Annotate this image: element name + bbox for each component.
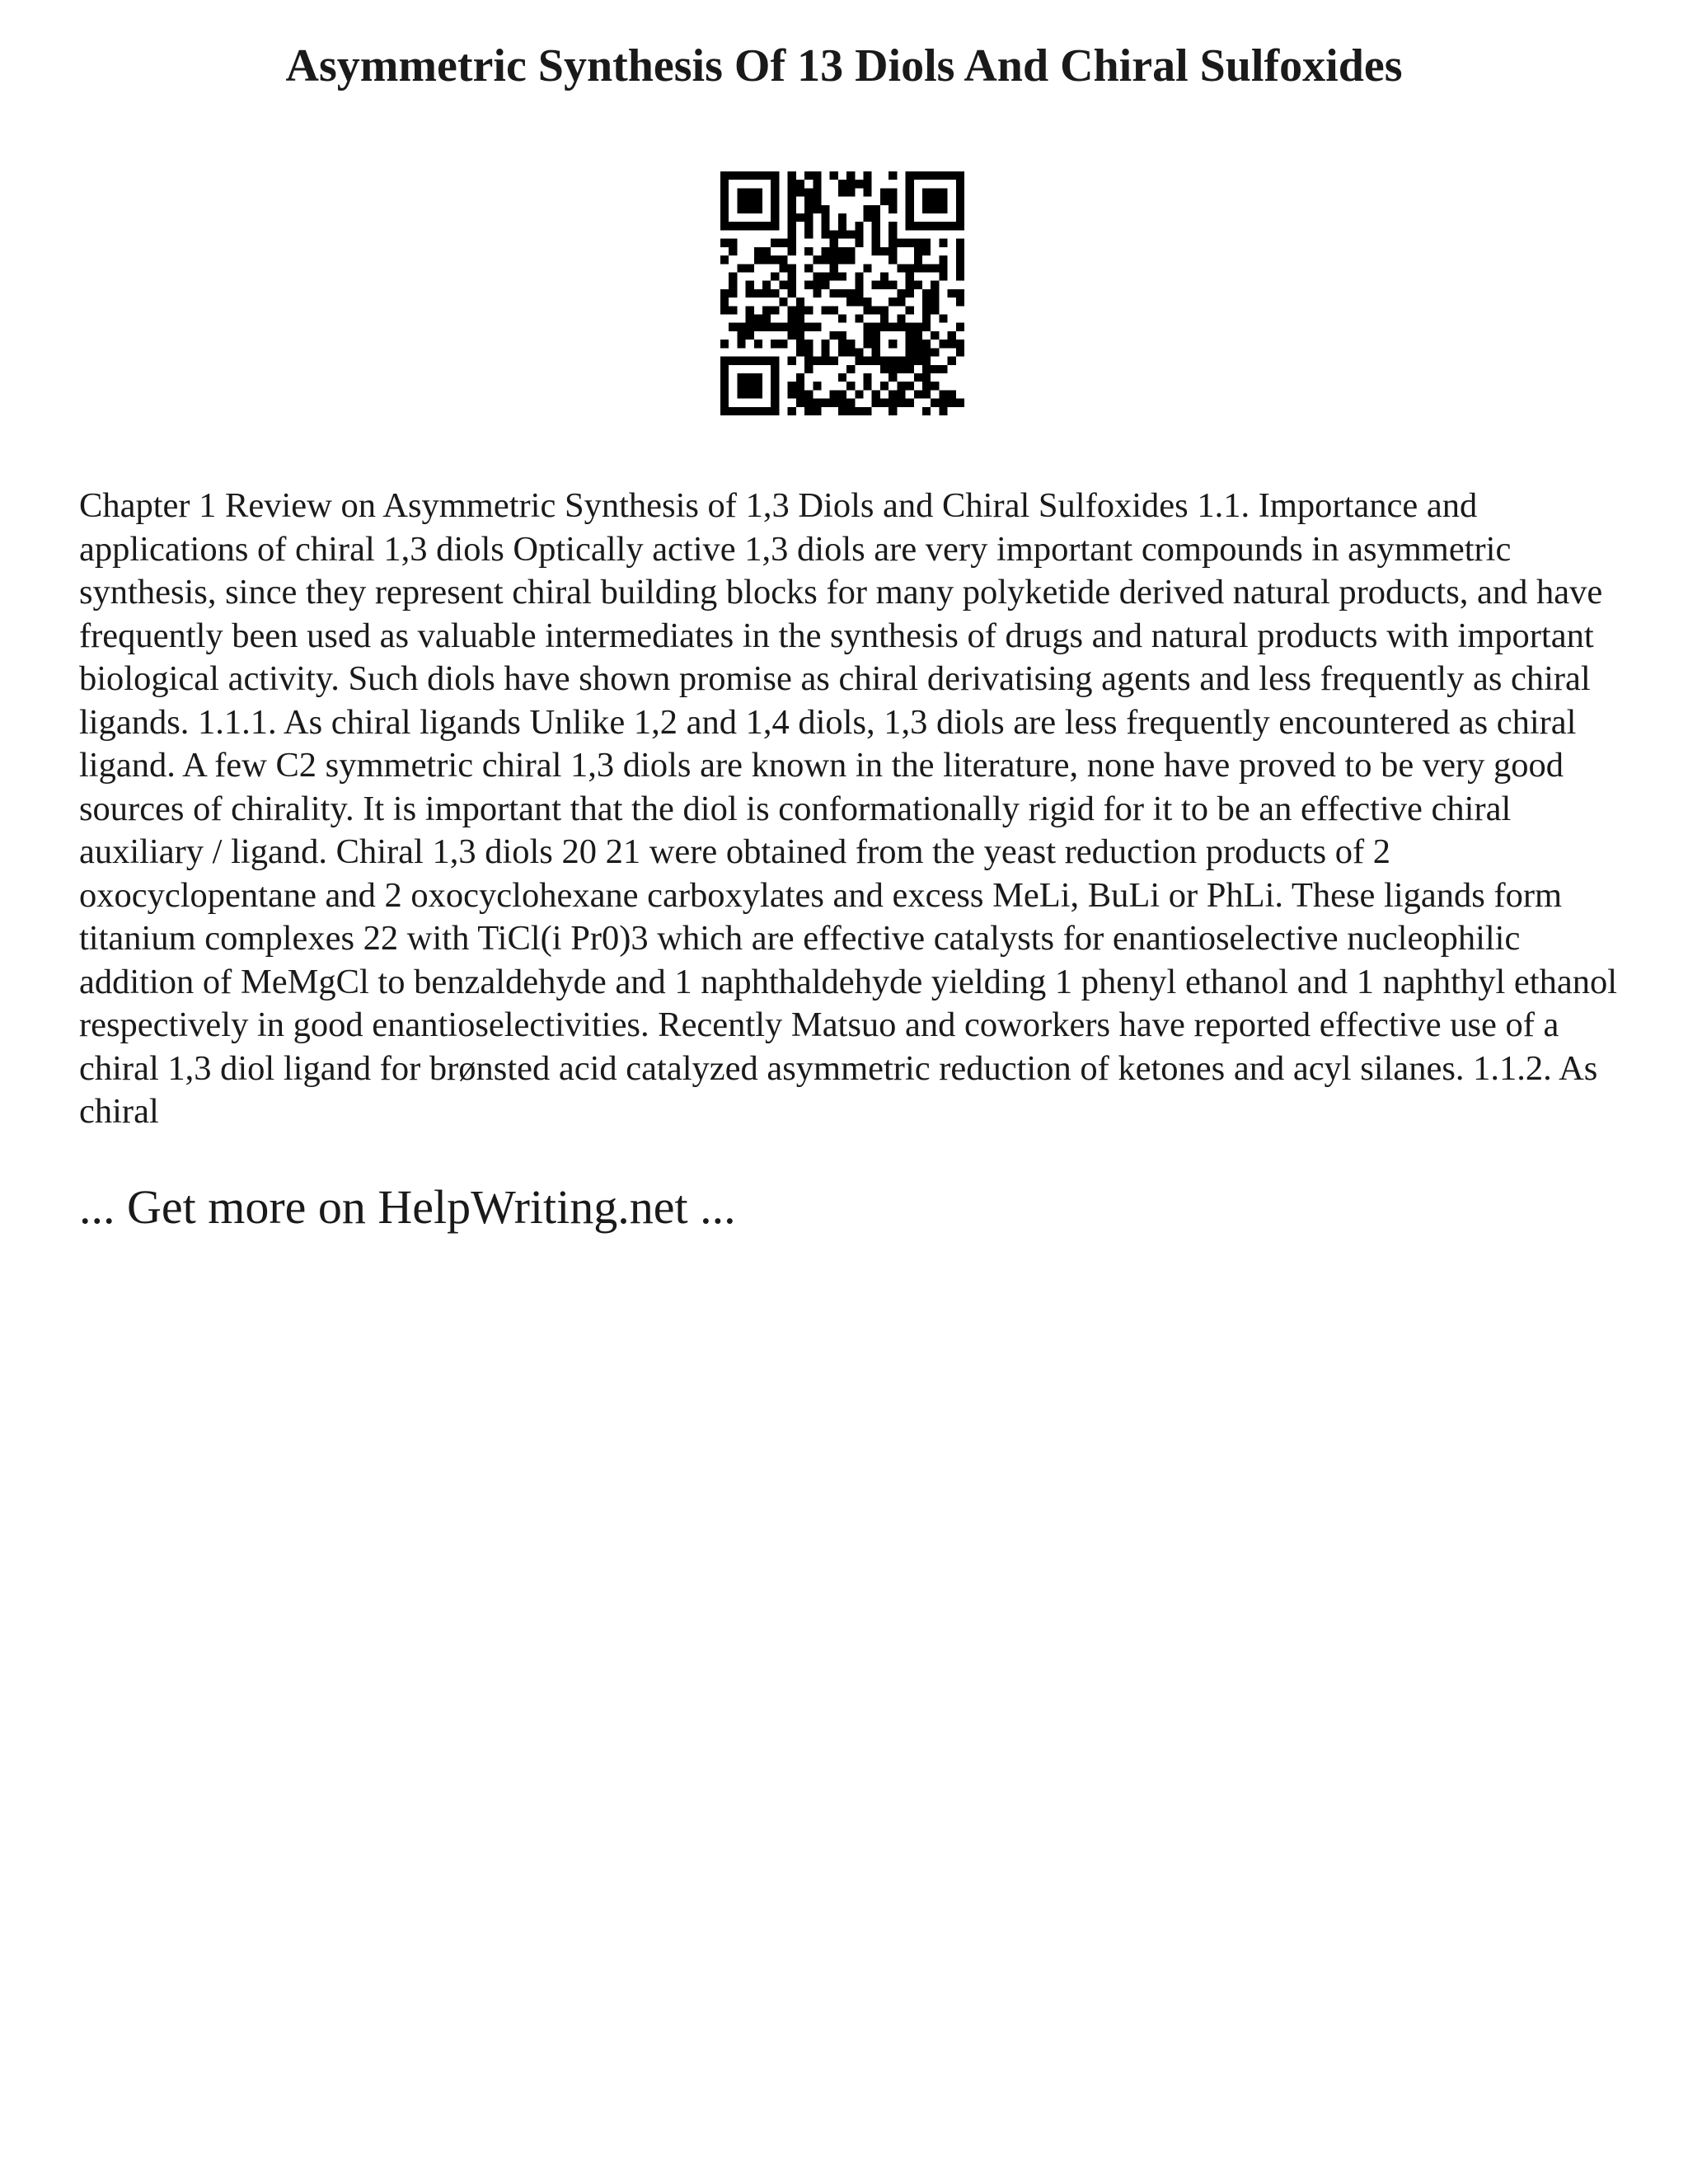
page-title: Asymmetric Synthesis Of 13 Diols And Chiral Sulfoxides	[285, 40, 1403, 91]
body-paragraph: Chapter 1 Review on Asymmetric Synthesis of 1,3 Diols and Chiral Sulfoxides 1.1. Importance and applications of chiral 1,3 diols Optically active 1,3 diols are very important compounds in asymmetric synthesis, since they represent chiral building blocks for many polyketide derived natural products, and have frequently been used as valuable intermediates in the synthesis of drugs and natural products with important biological activity. Such diols have shown promise as chiral derivatising agents and less frequently as chiral ligands. 1.1.1. As chiral ligands Unlike 1,2 and 1,4 diols, 1,3 diols are less frequently encountered as chiral ligand. A few C2 symmetric chiral 1,3 diols are known in the literature, none have proved to be very good sources of chirality. It is important that the diol is conformationally rigid for it to be an effective chiral auxiliary / ligand. Chiral 1,3 diols 20 21 were obtained from the yeast reduction products of 2 oxocyclopentane and 2 oxocyclohexane carboxylates and excess MeLi, BuLi or PhLi. These ligands form titanium complexes 22 with TiCl(i Pr0)3 which are effective catalysts for enantioselective nucleophilic addition of MeMgCl to benzaldehyde and 1 naphthaldehyde yielding 1 phenyl ethanol and 1 naphthyl ethanol respectively in good enantioselectivities. Recently Matsuo and coworkers have reported effective use of a chiral 1,3 diol ligand for brønsted acid catalyzed asymmetric reduction of ketones and acyl silanes. 1.1.2. As chiral	[79, 486, 1618, 1131]
qr-code-icon	[720, 171, 964, 415]
get-more-link[interactable]: ... Get more on HelpWriting.net ...	[79, 1180, 736, 1234]
